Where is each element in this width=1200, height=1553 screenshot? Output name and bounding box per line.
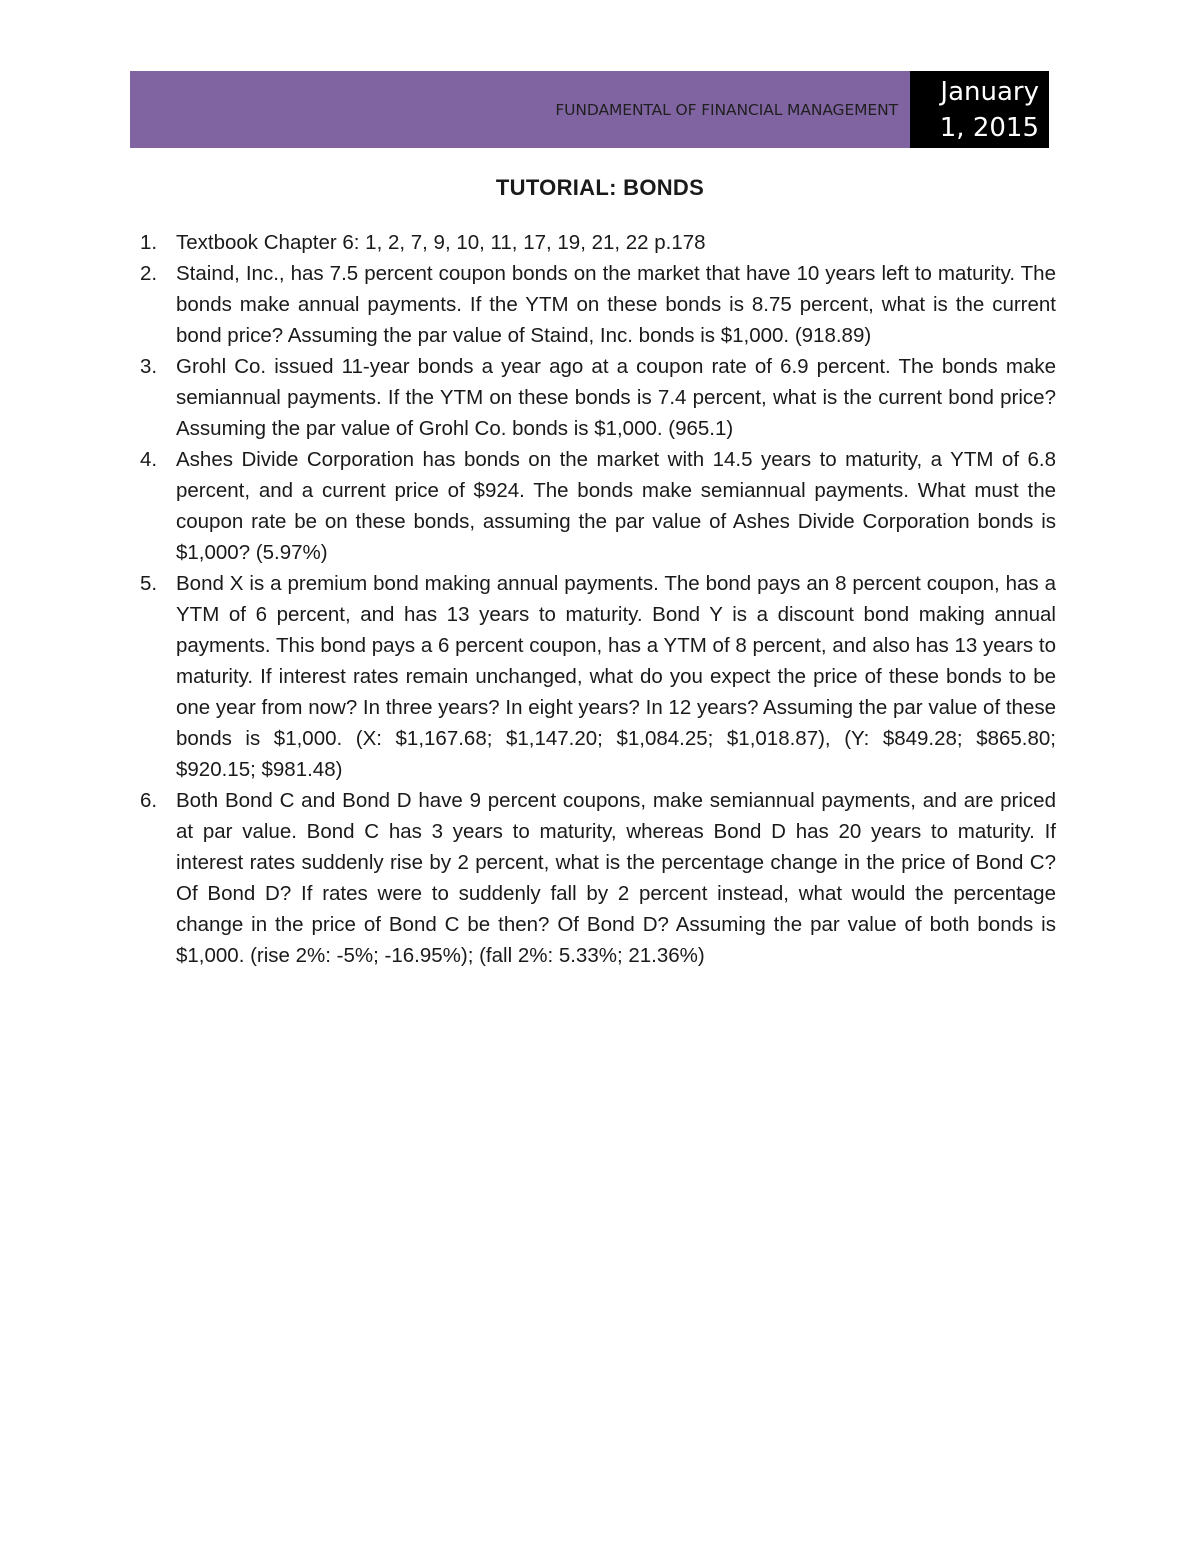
list-item [140,258,1056,351]
question-number: 6. [140,789,158,812]
list-item [140,785,1056,971]
question-number: 3. [140,355,158,378]
question-text: Staind, Inc., has 7.5 percent coupon bonds on the market that have 10 years left to maturity. The bonds make annual payments. If the YTM on these bonds is 8.75 percent, what is the current bond price? Assuming the par value of Staind, Inc. bonds is $1,000. (918.89) [176,262,1056,347]
page-title: TUTORIAL: BONDS [495,175,705,200]
list-item [140,351,1056,444]
header-date [910,71,1049,148]
question-text: Ashes Divide Corporation has bonds on the market with 14.5 years to maturity, a YTM of 6.8 percent, and a current price of $924. The bonds make semiannual payments. What must the coupon rate be on these bonds, assuming the par value of Ashes Divide Corporation bonds is $1,000? (5.97%) [176,448,1056,564]
question-text: Grohl Co. issued 11-year bonds a year ago at a coupon rate of 6.9 percent. The bonds make semiannual payments. If the YTM on these bonds is 7.4 percent, what is the current bond price? Assuming the par value of Grohl Co. bonds is $1,000. (965.1) [176,355,1056,440]
date-line-2: 1, 2015 [939,113,1039,143]
question-list [140,227,1056,971]
header-band [130,71,910,148]
list-item [140,227,1056,258]
question-number: 5. [140,572,158,595]
question-number: 4. [140,448,158,471]
question-text: Bond X is a premium bond making annual payments. The bond pays an 8 percent coupon, has a YTM of 6 percent, and has 13 years to maturity. Bond Y is a discount bond making annual payments. This bond pays a 6 percent coupon, has a YTM of 8 percent, and also has 13 years to maturity. If interest rates remain unchanged, what do you expect the price of these bonds to be one year from now? In three years? In eight years? In 12 years? Assuming the par value of these bonds is $1,000. (X: $1,167.68; $1,147.20; $1,084.25; $1,018.87), (Y: $849.28; $865.80; $920.15; $981.48) [176,572,1056,781]
list-item [140,444,1056,568]
list-item [140,568,1056,785]
course-title: FUNDAMENTAL OF FINANCIAL MANAGEMENT [555,101,898,119]
question-text: Both Bond C and Bond D have 9 percent coupons, make semiannual payments, and are priced at par value. Bond C has 3 years to maturity, whereas Bond D has 20 years to maturity. If interest rates suddenly rise by 2 percent, what is the percentage change in the price of Bond C? Of Bond D? If rates were to suddenly fall by 2 percent instead, what would the percentage change in the price of Bond C be then? Of Bond D? Assuming the par value of both bonds is $1,000. (rise 2%: -5%; -16.95%); (fall 2%: 5.33%; 21.36%) [176,789,1056,967]
question-text: Textbook Chapter 6: 1, 2, 7, 9, 10, 11, 17, 19, 21, 22 p.178 [176,231,706,254]
question-number: 1. [140,231,158,254]
date-line-1: January [940,77,1039,107]
question-number: 2. [140,262,158,285]
